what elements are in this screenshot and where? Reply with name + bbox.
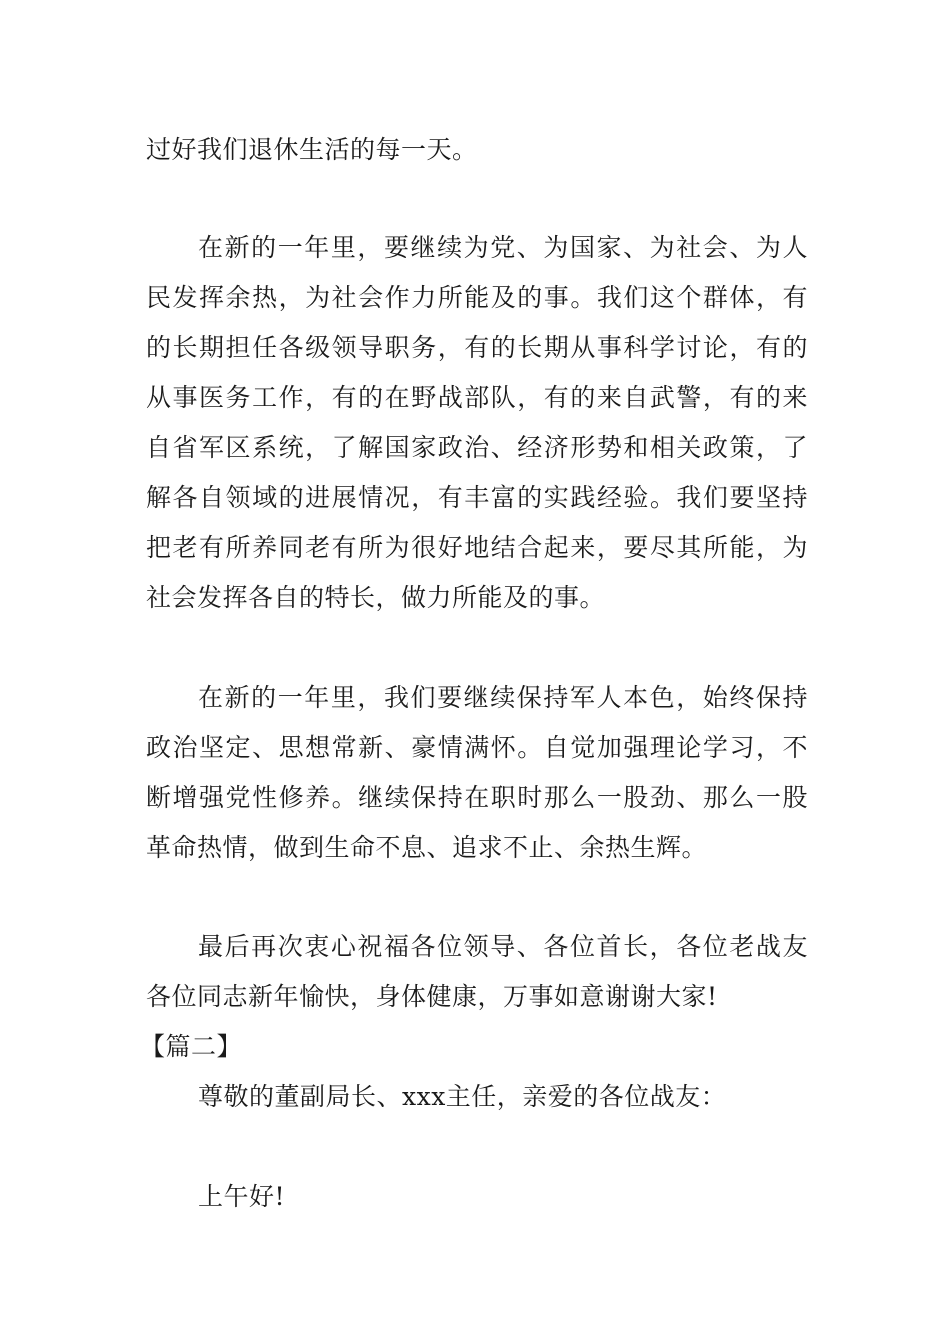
paragraph-continuation bbox=[146, 125, 808, 175]
paragraph-contribution bbox=[146, 223, 808, 623]
salutation-text: 尊敬的董副局长、xxx主任，亲爱的各位战友： bbox=[198, 1082, 727, 1111]
paragraph-text: 在新的一年里，我们要继续保持军人本色，始终保持政治坚定、思想常新、豪情满怀。自觉加强理论学习，不断增强党性修养。继续保持在职时那么一股劲、那么一股革命热情，做到生命不息、追求不止、余热生辉。 bbox=[146, 683, 808, 862]
paragraph-military-spirit bbox=[146, 673, 808, 873]
section-heading bbox=[140, 1022, 808, 1072]
paragraph-text: 在新的一年里，要继续为党、为国家、为社会、为人民发挥余热，为社会作力所能及的事。我们这个群体，有的长期担任各级领导职务，有的长期从事科学讨论，有的从事医务工作，有的在野战部队，有的来自武警，有的来自省军区系统，了解国家政治、经济形势和相关政策，了解各自领域的进展情况，有丰富的实践经验。我们要坚持把老有所养同老有所为很好地结合起来，要尽其所能，为社会发挥各自的特长，做力所能及的事。 bbox=[146, 233, 808, 612]
greeting-text: 上午好! bbox=[198, 1182, 286, 1211]
paragraph-text: 最后再次衷心祝福各位领导、各位首长，各位老战友各位同志新年愉快，身体健康，万事如意谢谢大家! bbox=[146, 932, 808, 1011]
section-heading-text: 【篇二】 bbox=[140, 1032, 243, 1061]
paragraph-closing-wishes bbox=[146, 922, 808, 1022]
greeting bbox=[146, 1172, 808, 1222]
salutation bbox=[146, 1072, 808, 1122]
paragraph-text: 过好我们退休生活的每一天。 bbox=[146, 135, 478, 164]
